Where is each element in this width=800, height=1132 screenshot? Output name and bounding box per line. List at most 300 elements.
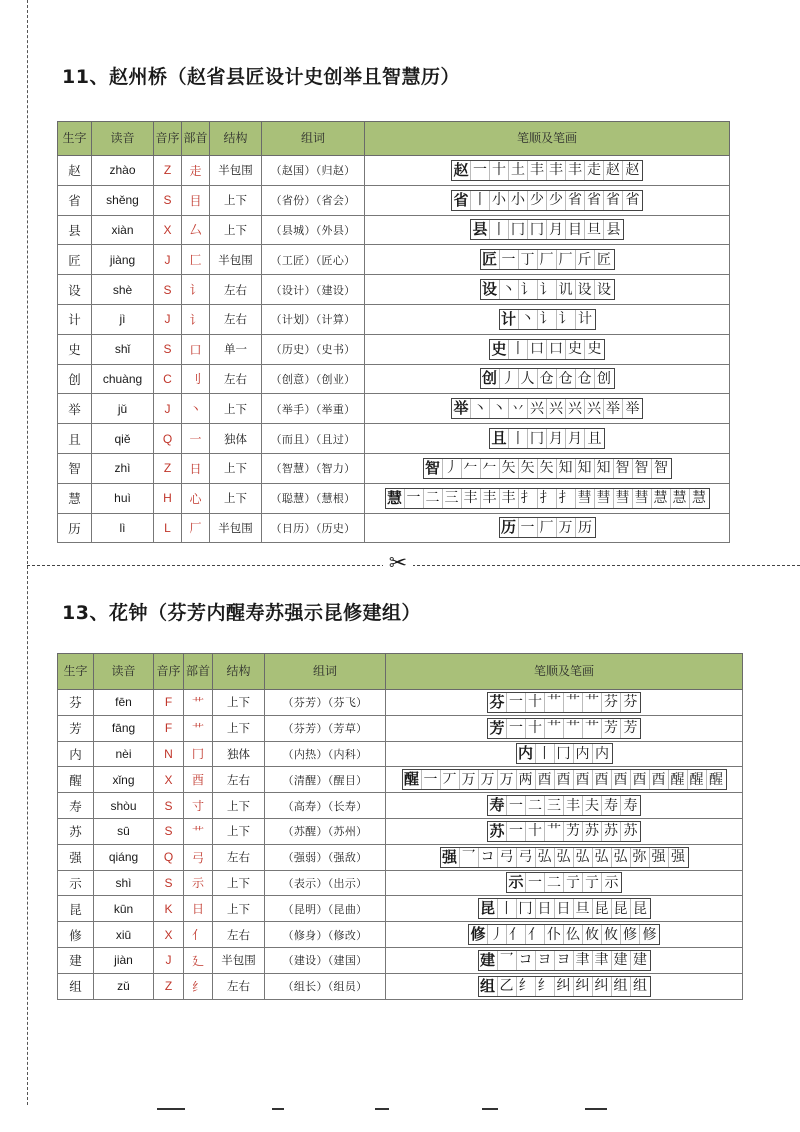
stroke-box: 苏 — [602, 822, 621, 841]
cell-pinyin: xiàn — [92, 215, 154, 245]
cell-words: （表示）（出示） — [265, 870, 386, 896]
cell-words: （赵国）（归赵） — [262, 156, 365, 186]
stroke-box: 丨 — [509, 429, 528, 448]
cell-structure: 上下 — [210, 453, 262, 483]
stroke-box: 寿 — [602, 796, 621, 815]
stroke-order-strip — [487, 692, 641, 713]
stroke-box: 彗 — [576, 489, 595, 508]
cell-words: （设计）（建设） — [262, 275, 365, 305]
cell-char: 赵 — [58, 156, 92, 186]
stroke-box: 酉 — [555, 770, 574, 789]
column-header: 音序 — [154, 122, 182, 156]
cell-words: （芬芳）（芬飞） — [265, 690, 386, 716]
table-row — [58, 690, 743, 716]
stroke-order-strip — [499, 309, 596, 330]
stroke-box: 知 — [576, 459, 595, 478]
stroke-box-character: 建 — [479, 951, 498, 970]
stroke-box: 建 — [633, 952, 647, 969]
column-header: 部首 — [184, 654, 213, 690]
stroke-box: 二 — [526, 796, 545, 815]
stroke-box: 芬 — [602, 693, 621, 712]
cell-stroke-order — [386, 870, 743, 896]
stroke-box: 苏 — [583, 822, 602, 841]
stroke-box: 丿 — [500, 369, 519, 388]
stroke-box: 智 — [654, 460, 668, 477]
stroke-box: 省 — [585, 191, 604, 210]
table-row — [58, 424, 730, 454]
cell-initial: Q — [154, 844, 184, 870]
cell-char: 且 — [58, 424, 92, 454]
stroke-order-strip — [440, 847, 689, 868]
cell-char: 省 — [58, 185, 92, 215]
stroke-box-character: 赵 — [452, 161, 471, 180]
cell-structure: 左右 — [210, 275, 262, 305]
cell-stroke-order — [365, 275, 730, 305]
stroke-box: 聿 — [593, 951, 612, 970]
cell-words: （智慧）（智力） — [262, 453, 365, 483]
stroke-box-character: 强 — [441, 848, 460, 867]
cell-initial: S — [154, 334, 182, 364]
stroke-box: 史 — [566, 340, 585, 359]
stroke-box: 酉 — [593, 770, 612, 789]
cell-pinyin: huì — [92, 483, 154, 513]
stroke-box: 县 — [606, 221, 621, 238]
stroke-box: 仓 — [576, 369, 595, 388]
stroke-box: 修 — [642, 926, 657, 943]
stroke-box: 丶 — [519, 310, 538, 329]
stroke-box: 万 — [460, 770, 479, 789]
stroke-box-character: 示 — [507, 873, 526, 892]
cell-pinyin: jiàng — [92, 245, 154, 275]
stroke-box: 弘 — [536, 848, 555, 867]
cell-structure: 上下 — [210, 483, 262, 513]
stroke-box: 丆 — [441, 770, 460, 789]
cell-stroke-order — [386, 973, 743, 999]
stroke-box: 匠 — [597, 251, 611, 268]
stroke-box: 丰 — [528, 161, 547, 180]
stroke-order-strip — [470, 219, 624, 240]
table-row — [58, 156, 730, 186]
stroke-box: 昆 — [593, 899, 612, 918]
cell-pinyin: fēn — [94, 690, 154, 716]
stroke-box: 昆 — [633, 900, 647, 917]
stroke-box-character: 昆 — [479, 899, 498, 918]
table-row — [58, 844, 743, 870]
stroke-box: 组 — [612, 977, 631, 996]
stroke-box: 讠 — [538, 280, 557, 299]
stroke-box: 弥 — [631, 848, 650, 867]
cell-initial: L — [154, 513, 182, 543]
stroke-box: 冂 — [517, 899, 536, 918]
cell-initial: H — [154, 483, 182, 513]
stroke-box-character: 芳 — [488, 719, 507, 738]
cell-char: 苏 — [58, 818, 94, 844]
cell-stroke-order — [365, 513, 730, 543]
stroke-box: 走 — [585, 161, 604, 180]
scissors-icon: ✂ — [383, 552, 413, 576]
cell-pinyin: shè — [92, 275, 154, 305]
cell-radical: 冂 — [184, 741, 213, 767]
stroke-box: 一 — [405, 489, 424, 508]
stroke-box: 十 — [490, 161, 509, 180]
cell-radical: 口 — [182, 334, 210, 364]
cell-initial: X — [154, 767, 184, 793]
cell-pinyin: shěng — [92, 185, 154, 215]
stroke-box: 丨 — [490, 220, 509, 239]
stroke-box: 寿 — [623, 797, 638, 814]
stroke-box: 丁 — [519, 250, 538, 269]
stroke-box: 弘 — [574, 848, 593, 867]
stroke-box: 十 — [526, 719, 545, 738]
cell-pinyin: chuàng — [92, 364, 154, 394]
stroke-box: コ — [517, 951, 536, 970]
cell-radical: 示 — [184, 870, 213, 896]
stroke-box: 矢 — [538, 459, 557, 478]
cell-words: （组长）（组员） — [265, 973, 386, 999]
stroke-box: 丨 — [498, 899, 517, 918]
stroke-box: 少 — [528, 191, 547, 210]
cell-initial: F — [154, 715, 184, 741]
cell-char: 史 — [58, 334, 92, 364]
cell-pinyin: nèi — [94, 741, 154, 767]
stroke-box-character: 创 — [481, 369, 500, 388]
stroke-box: 丰 — [481, 489, 500, 508]
stroke-box: 仓 — [557, 369, 576, 388]
stroke-box: 丰 — [462, 489, 481, 508]
cell-structure: 左右 — [213, 767, 265, 793]
table-row — [58, 973, 743, 999]
cell-structure: 独体 — [213, 741, 265, 767]
stroke-box: 彗 — [633, 489, 652, 508]
stroke-box: 醒 — [669, 770, 688, 789]
stroke-box: 丨 — [471, 191, 490, 210]
cell-radical: 艹 — [184, 818, 213, 844]
stroke-box: ヨ — [536, 951, 555, 970]
cell-stroke-order — [365, 304, 730, 334]
cell-stroke-order — [365, 394, 730, 424]
stroke-box: 艹 — [583, 719, 602, 738]
stroke-box: 攸 — [602, 925, 621, 944]
cell-structure: 上下 — [213, 870, 265, 896]
table-row — [58, 483, 730, 513]
table-row — [58, 334, 730, 364]
cell-structure: 左右 — [213, 973, 265, 999]
stroke-box: 乙 — [498, 977, 517, 996]
cell-initial: Z — [154, 453, 182, 483]
stroke-box: 智 — [633, 459, 652, 478]
stroke-box: 设 — [576, 280, 595, 299]
column-header: 生字 — [58, 122, 92, 156]
cell-pinyin: jǔ — [92, 394, 154, 424]
stroke-box: 一 — [422, 770, 441, 789]
table-row — [58, 394, 730, 424]
column-header: 笔顺及笔画 — [386, 654, 743, 690]
stroke-box: 厂 — [557, 250, 576, 269]
section-title-13: 13、花钟（芬芳内醒寿苏强示昆修建组） — [62, 602, 421, 624]
cell-words: （举手）（举重） — [262, 394, 365, 424]
stroke-box-character: 醒 — [403, 770, 422, 789]
stroke-box: 纟 — [517, 977, 536, 996]
stroke-box: 仫 — [564, 925, 583, 944]
cell-initial: S — [154, 275, 182, 305]
cell-words: （内热）（内科） — [265, 741, 386, 767]
cell-stroke-order — [386, 715, 743, 741]
cell-char: 设 — [58, 275, 92, 305]
column-header: 生字 — [58, 654, 94, 690]
cell-radical: 酉 — [184, 767, 213, 793]
stroke-box: 省 — [604, 191, 623, 210]
stroke-box: 亻 — [526, 925, 545, 944]
stroke-order-strip — [516, 743, 613, 764]
cell-words: （计划）（计算） — [262, 304, 365, 334]
cell-pinyin: zhì — [92, 453, 154, 483]
column-header: 音序 — [154, 654, 184, 690]
cell-stroke-order — [386, 922, 743, 948]
stroke-box: 醒 — [688, 770, 707, 789]
cell-stroke-order — [365, 245, 730, 275]
cell-stroke-order — [365, 424, 730, 454]
stroke-order-strip — [480, 368, 615, 389]
stroke-box: 慧 — [652, 489, 671, 508]
binding-margin-line — [27, 0, 28, 1105]
cell-radical: 目 — [182, 185, 210, 215]
cell-char: 创 — [58, 364, 92, 394]
stroke-box: 丰 — [500, 489, 519, 508]
stroke-box-character: 慧 — [386, 489, 405, 508]
cell-stroke-order — [386, 896, 743, 922]
stroke-order-strip — [487, 795, 641, 816]
stroke-box-character: 举 — [452, 399, 471, 418]
stroke-box: 赵 — [625, 162, 640, 179]
stroke-box: 兴 — [585, 399, 604, 418]
stroke-box: 芳 — [602, 719, 621, 738]
stroke-box: 强 — [671, 849, 685, 866]
cell-pinyin: qiě — [92, 424, 154, 454]
stroke-box-character: 组 — [479, 977, 498, 996]
stroke-box: 创 — [597, 370, 611, 387]
stroke-box: 亍 — [564, 873, 583, 892]
stroke-order-strip — [489, 339, 605, 360]
cell-pinyin: kūn — [94, 896, 154, 922]
stroke-box: 讠 — [519, 280, 538, 299]
stroke-box: 扌 — [538, 489, 557, 508]
cell-radical: 一 — [182, 424, 210, 454]
cell-char: 强 — [58, 844, 94, 870]
stroke-box: 月 — [547, 429, 566, 448]
stroke-order-strip — [451, 398, 643, 419]
cell-radical: 讠 — [182, 275, 210, 305]
stroke-box: 仆 — [545, 925, 564, 944]
stroke-box-character: 计 — [500, 310, 519, 329]
cell-structure: 上下 — [213, 690, 265, 716]
stroke-box: 计 — [578, 311, 592, 328]
cell-pinyin: zhào — [92, 156, 154, 186]
column-header: 笔顺及笔画 — [365, 122, 730, 156]
cell-pinyin: sū — [94, 818, 154, 844]
stroke-box: 组 — [633, 978, 647, 995]
stroke-box: 艹 — [545, 719, 564, 738]
stroke-box: 丿 — [488, 925, 507, 944]
cell-char: 修 — [58, 922, 94, 948]
stroke-box: 矢 — [519, 459, 538, 478]
stroke-order-strip — [487, 718, 641, 739]
cell-radical: 丶 — [182, 394, 210, 424]
stroke-box: 修 — [621, 925, 640, 944]
stroke-box: 艹 — [564, 693, 583, 712]
stroke-box: 丷 — [509, 399, 528, 418]
cell-stroke-order — [365, 185, 730, 215]
stroke-box: 目 — [566, 220, 585, 239]
stroke-box: コ — [479, 848, 498, 867]
cell-initial: C — [154, 364, 182, 394]
cell-stroke-order — [365, 483, 730, 513]
cell-structure: 半包围 — [210, 513, 262, 543]
cell-words: （建设）（建国） — [265, 947, 386, 973]
stroke-box-character: 县 — [471, 220, 490, 239]
stroke-box: 冂 — [555, 744, 574, 763]
cell-char: 智 — [58, 453, 92, 483]
cell-pinyin: jiàn — [94, 947, 154, 973]
cell-initial: S — [154, 185, 182, 215]
stroke-order-strip — [506, 872, 622, 893]
stroke-box: 一 — [519, 518, 538, 537]
stroke-box: 慧 — [671, 489, 690, 508]
cell-radical: 匚 — [182, 245, 210, 275]
stroke-box-character: 智 — [424, 459, 443, 478]
cell-pinyin: shòu — [94, 793, 154, 819]
stroke-order-strip — [478, 950, 651, 971]
cell-words: （县城）（外县） — [262, 215, 365, 245]
cell-radical: 讠 — [182, 304, 210, 334]
cell-words: （创意）（创业） — [262, 364, 365, 394]
cell-structure: 上下 — [213, 793, 265, 819]
stroke-box: 彗 — [614, 489, 633, 508]
stroke-box: 攸 — [583, 925, 602, 944]
cell-stroke-order — [386, 947, 743, 973]
stroke-box: 冂 — [528, 429, 547, 448]
cell-radical: 刂 — [182, 364, 210, 394]
cell-initial: X — [154, 922, 184, 948]
stroke-box: 酉 — [631, 770, 650, 789]
cell-words: （昆明）（昆曲） — [265, 896, 386, 922]
cell-stroke-order — [386, 741, 743, 767]
stroke-box: 丿 — [443, 459, 462, 478]
stroke-box: 且 — [587, 430, 602, 447]
table-row — [58, 870, 743, 896]
cell-structure: 上下 — [213, 896, 265, 922]
stroke-box: 仓 — [538, 369, 557, 388]
stroke-box: 聿 — [574, 951, 593, 970]
stroke-box: 旦 — [574, 899, 593, 918]
stroke-box: 弓 — [517, 848, 536, 867]
stroke-box: 讠 — [557, 310, 576, 329]
cell-initial: J — [154, 394, 182, 424]
column-header: 部首 — [182, 122, 210, 156]
cell-pinyin: xiū — [94, 922, 154, 948]
stroke-box: 兴 — [547, 399, 566, 418]
stroke-box: 冂 — [528, 220, 547, 239]
cell-stroke-order — [365, 364, 730, 394]
cell-initial: S — [154, 793, 184, 819]
table-row — [58, 922, 743, 948]
table-row — [58, 818, 743, 844]
cell-stroke-order — [386, 818, 743, 844]
cell-radical: 艹 — [184, 690, 213, 716]
stroke-box: 一 — [507, 822, 526, 841]
cell-words: （聪慧）（慧根） — [262, 483, 365, 513]
cell-char: 组 — [58, 973, 94, 999]
stroke-box: 弓 — [498, 848, 517, 867]
cell-char: 芬 — [58, 690, 94, 716]
cell-radical: 寸 — [184, 793, 213, 819]
cell-initial: X — [154, 215, 182, 245]
cell-char: 示 — [58, 870, 94, 896]
footer-mark — [585, 1108, 607, 1110]
column-header: 组词 — [265, 654, 386, 690]
cell-char: 历 — [58, 513, 92, 543]
stroke-box: 冂 — [509, 220, 528, 239]
cell-pinyin: fāng — [94, 715, 154, 741]
stroke-box: 日 — [555, 899, 574, 918]
stroke-box: 二 — [545, 873, 564, 892]
cell-stroke-order — [365, 156, 730, 186]
cell-pinyin: lì — [92, 513, 154, 543]
cell-words: （强弱）（强敌） — [265, 844, 386, 870]
stroke-box: 𠂉 — [462, 459, 481, 478]
cell-structure: 左右 — [213, 844, 265, 870]
cell-initial: Z — [154, 973, 184, 999]
cell-stroke-order — [365, 334, 730, 364]
cell-char: 昆 — [58, 896, 94, 922]
cell-words: （而且）（且过） — [262, 424, 365, 454]
cell-stroke-order — [386, 793, 743, 819]
stroke-box: 省 — [625, 192, 640, 209]
stroke-box: 纟 — [536, 977, 555, 996]
stroke-box: 弘 — [555, 848, 574, 867]
cell-initial: N — [154, 741, 184, 767]
stroke-box: 一 — [471, 161, 490, 180]
stroke-box: 省 — [566, 191, 585, 210]
stroke-box: 昆 — [612, 899, 631, 918]
cell-char: 内 — [58, 741, 94, 767]
column-header: 读音 — [94, 654, 154, 690]
stroke-order-strip — [480, 279, 615, 300]
stroke-box: 丶 — [500, 280, 519, 299]
table-row — [58, 741, 743, 767]
footer-mark — [482, 1108, 498, 1110]
stroke-order-strip — [489, 428, 605, 449]
stroke-box: 一 — [507, 693, 526, 712]
stroke-box: 艹 — [545, 822, 564, 841]
cell-char: 匠 — [58, 245, 92, 275]
stroke-box-character: 历 — [500, 518, 519, 537]
stroke-box: 日 — [536, 899, 555, 918]
stroke-box-character: 省 — [452, 191, 471, 210]
stroke-box: 三 — [545, 796, 564, 815]
stroke-box: 艹 — [583, 693, 602, 712]
cell-initial: Z — [154, 156, 182, 186]
table-row — [58, 947, 743, 973]
stroke-order-strip — [487, 821, 641, 842]
cell-words: （工匠）（匠心） — [262, 245, 365, 275]
stroke-box: 慧 — [692, 490, 706, 507]
stroke-box: ヨ — [555, 951, 574, 970]
stroke-box: 口 — [528, 340, 547, 359]
cell-pinyin: zǔ — [94, 973, 154, 999]
stroke-box: 月 — [547, 220, 566, 239]
stroke-box: 内 — [574, 744, 593, 763]
stroke-box: 设 — [597, 281, 611, 298]
